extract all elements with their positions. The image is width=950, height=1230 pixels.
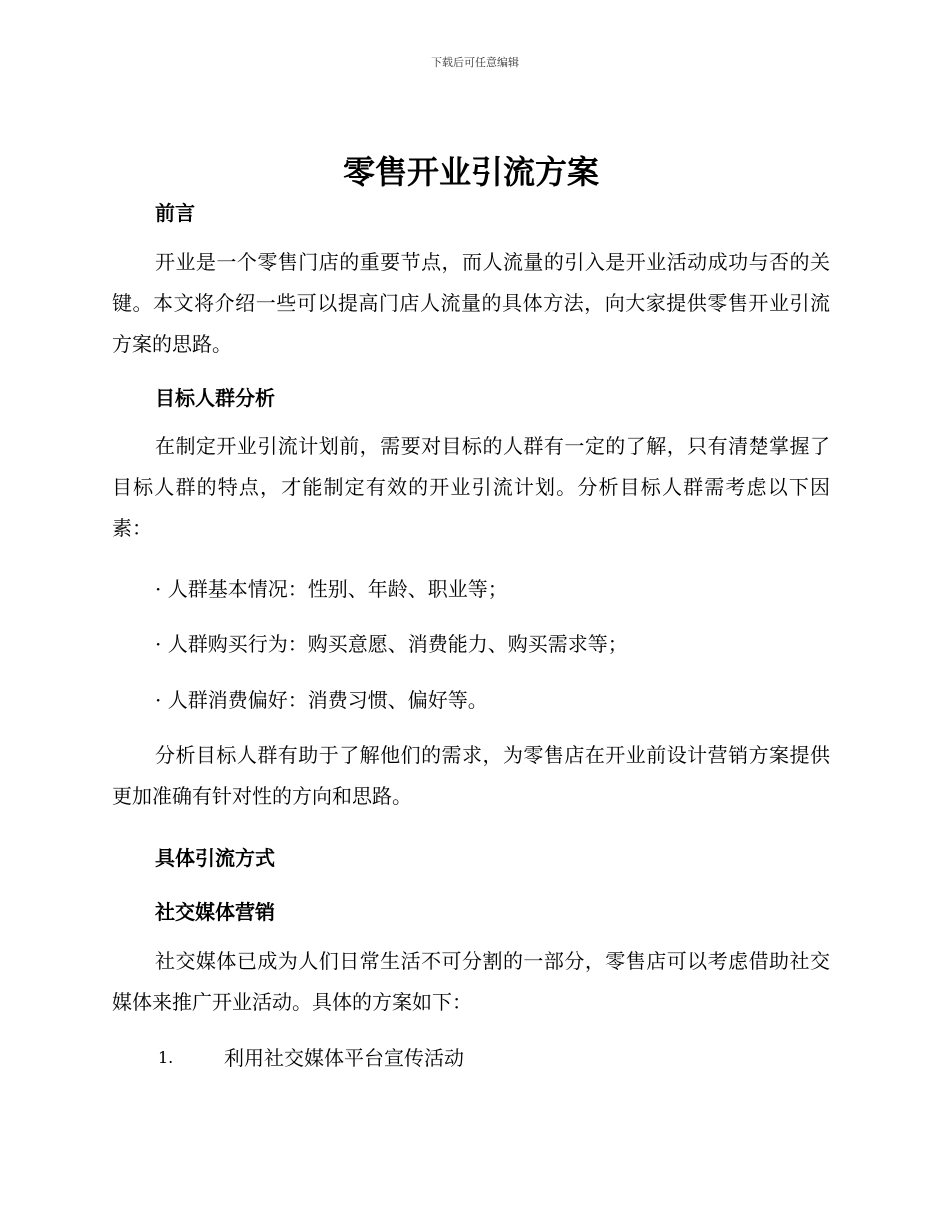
- target-summary-paragraph: 分析目标人群有助于了解他们的需求，为零售店在开业前设计营销方案提供更加准确有针对性的方向和思路。: [112, 743, 830, 808]
- bullet-item-basic: · 人群基本情况：性别、年龄、职业等；: [155, 577, 508, 601]
- social-paragraph: 社交媒体已成为人们日常生活不可分割的一部分，零售店可以考虑借助社交媒体来推广开业活动。具体的方案如下：: [112, 949, 830, 1014]
- numbered-item-1: [112, 1044, 830, 1072]
- document-body: [112, 150, 830, 1072]
- preface-heading: 前言: [155, 201, 195, 225]
- social-heading: 社交媒体营销: [155, 900, 275, 924]
- page-header: 下载后可任意编辑: [431, 56, 519, 69]
- list-item-text: 利用社交媒体平台宣传活动: [224, 1046, 464, 1070]
- bullet-item-behavior: · 人群购买行为：购买意愿、消费能力、购买需求等；: [155, 632, 628, 656]
- methods-heading: 具体引流方式: [155, 846, 275, 870]
- list-number: 1.: [158, 1048, 174, 1067]
- target-paragraph: 在制定开业引流计划前，需要对目标的人群有一定的了解，只有清楚掌握了目标人群的特点，才能制定有效的开业引流计划。分析目标人群需考虑以下因素：: [112, 434, 830, 540]
- document-title: 零售开业引流方案: [342, 153, 599, 191]
- target-heading: 目标人群分析: [155, 386, 275, 410]
- preface-paragraph: 开业是一个零售门店的重要节点，而人流量的引入是开业活动成功与否的关键。本文将介绍一些可以提高门店人流量的具体方法，向大家提供零售开业引流方案的思路。: [112, 250, 830, 356]
- bullet-item-preference: · 人群消费偏好：消费习惯、偏好等。: [155, 688, 488, 712]
